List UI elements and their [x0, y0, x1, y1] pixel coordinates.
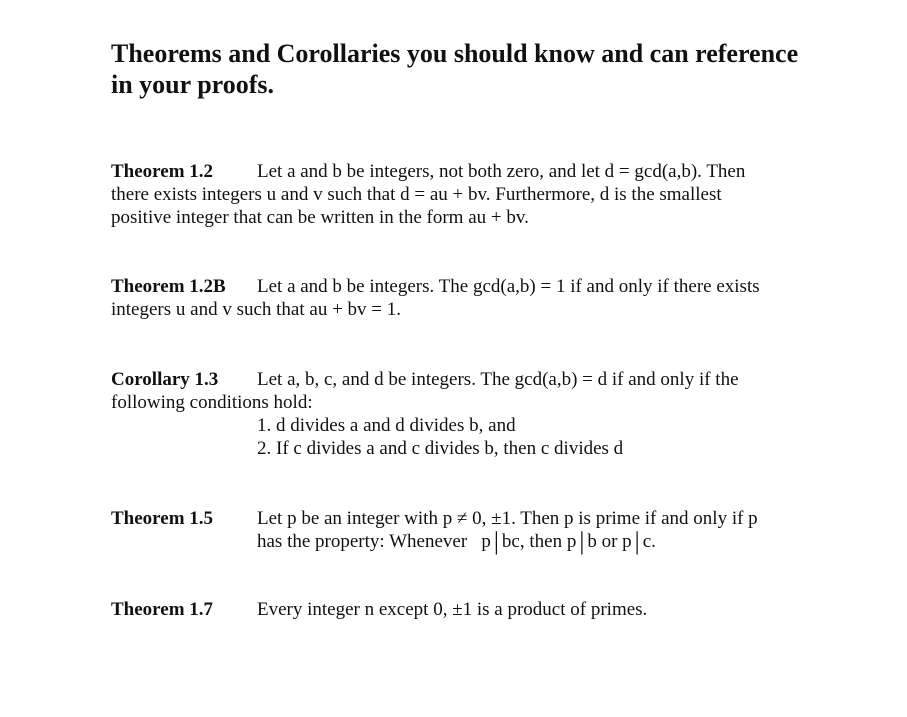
divides-symbol: | [634, 528, 640, 555]
theorem-1-2b [111, 275, 801, 321]
condition-item: 2. If c divides a and c divides b, then c divides d [257, 438, 624, 459]
divides-symbol: | [579, 528, 585, 555]
theorem-1-7-label: Theorem 1.7 [111, 599, 214, 620]
theorem-1-5-p: p [481, 531, 491, 552]
theorem-1-5-text-b: bc, then p [501, 531, 577, 552]
theorem-1-2b-line-2: integers u and v such that au + bv = 1. [111, 299, 402, 320]
theorem-1-5-line-2 [257, 530, 817, 553]
theorem-1-5-text-d: c. [642, 531, 656, 552]
corollary-1-3-line-2: following conditions hold: [111, 392, 313, 413]
theorem-1-2-label: Theorem 1.2 [111, 161, 214, 182]
theorem-1-2b-text-1: Let a and b be integers. The gcd(a,b) = 1 if and only if there exists [257, 276, 760, 297]
theorem-1-2-text-1: Let a and b be integers, not both zero, and let d = gcd(a,b). Then [257, 161, 746, 182]
theorem-1-5-text-a: has the property: Whenever [257, 531, 468, 552]
theorem-1-7-text: Every integer n except 0, ±1 is a product of primes. [257, 599, 648, 620]
page-title: Theorems and Corollaries you should know and can reference in your proofs. [111, 39, 799, 99]
divides-symbol: | [493, 528, 499, 555]
corollary-1-3-conditions [257, 414, 817, 460]
theorem-1-2b-label: Theorem 1.2B [111, 276, 226, 297]
theorem-1-2 [111, 160, 801, 229]
condition-item: 1. d divides a and d divides b, and [257, 415, 516, 436]
theorem-1-2b-line-1 [111, 275, 801, 298]
corollary-1-3-text-1: Let a, b, c, and d be integers. The gcd(a,b) = d if and only if the [257, 369, 739, 390]
theorem-1-2-line-3: positive integer that can be written in the form au + bv. [111, 207, 529, 228]
corollary-1-3 [111, 368, 801, 414]
corollary-1-3-line-1 [111, 368, 801, 391]
theorem-1-5-label: Theorem 1.5 [111, 508, 214, 529]
theorem-1-2-line-1 [111, 160, 801, 183]
corollary-1-3-label: Corollary 1.3 [111, 369, 219, 390]
theorem-1-2-line-2: there exists integers u and v such that d = au + bv. Furthermore, d is the smallest [111, 184, 722, 205]
theorem-1-5-text-c: b or p [587, 531, 632, 552]
theorem-1-5-line-1: Let p be an integer with p ≠ 0, ±1. Then p is prime if and only if p [257, 508, 758, 529]
theorem-1-5-text [257, 507, 817, 553]
